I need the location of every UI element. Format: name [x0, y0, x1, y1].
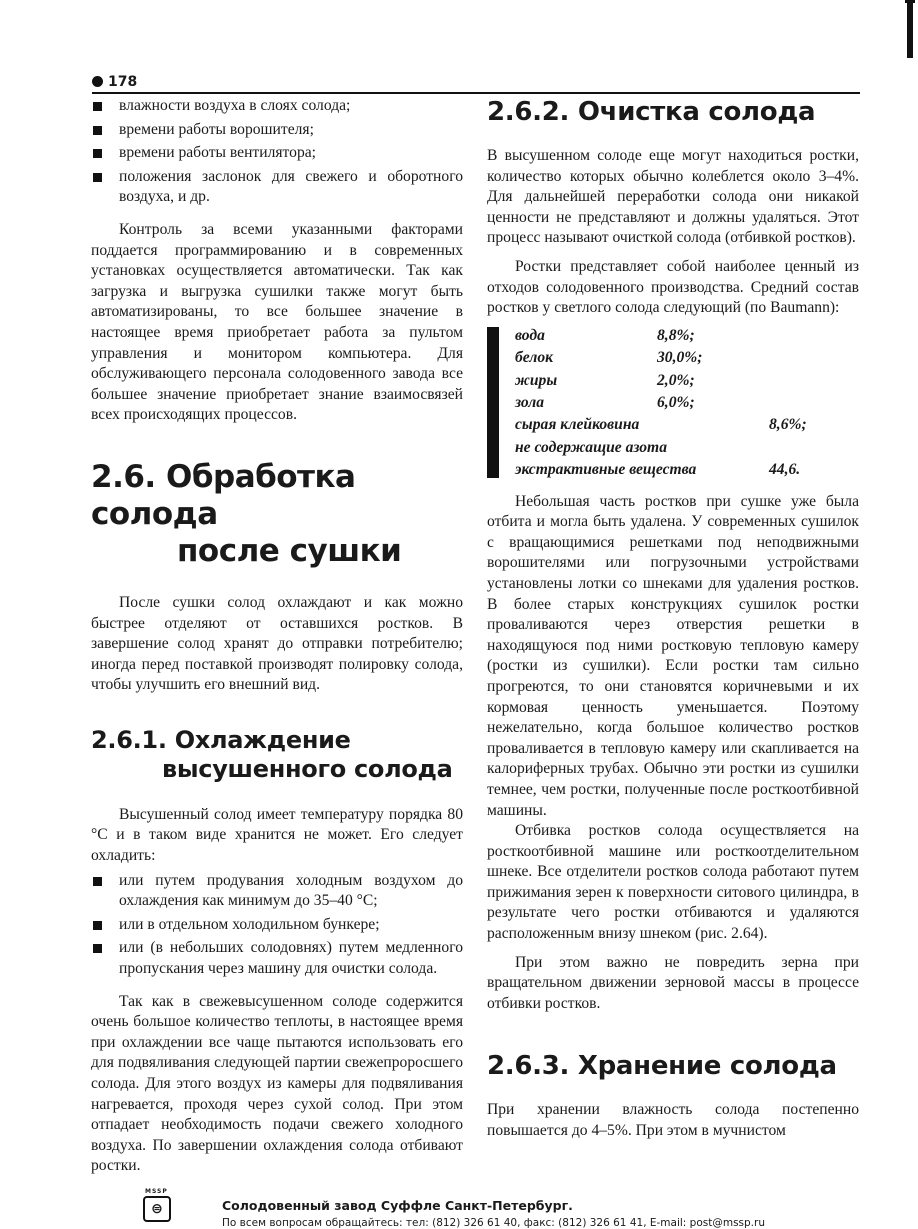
paragraph-small-part: Небольшая часть ростков при сушке уже была отбита и могла быть удалена. У современных сушилок с вращающимися решетками под неподвижными ворошителями или погрузочными устройствами установлены лотки со шнеками для удаления ростков. В более старых конструкциях сушилок ростки проваливаются через отверстия решетки в находящуюся под ними ростковую тепловую камеру (ростки из сушилки). Если ростки там сильно прогреются, то они становятся коричневыми и их кормовая ценность уменьшается. Поэтому нежелательно, когда большое количество ростков проваливается в тепловую камеру или скапливается на калориферных трубах. Обычно эти ростки из сушилки темнее, чем ростки, полученные после росткоотбивной машины. — [487, 492, 859, 819]
table-row: экстрактивные вещества 44,6. — [515, 461, 801, 479]
list-item: времени работы вентилятора; — [91, 143, 463, 164]
page-footer — [143, 1190, 903, 1228]
section-heading-2-6-2: 2.6.2. Очистка солода — [487, 97, 816, 127]
section-heading-2-6-3: 2.6.3. Хранение солода — [487, 1051, 837, 1082]
cooling-list — [91, 871, 463, 980]
list-item: времени работы ворошителя; — [91, 120, 463, 141]
paragraph-after-drying: После сушки солод охлаждают и как можно быстрее отделяют от оставшихся ростков. В завершение солод хранят до отправки потребителю; иногда перед поставкой производят полировку солода, чтобы улучшить его внешний вид. — [91, 593, 463, 694]
page-number: 178 — [92, 74, 137, 90]
composition-bar — [487, 327, 499, 478]
page-header — [92, 76, 860, 96]
page-edge-bar — [907, 0, 913, 58]
factor-list — [91, 96, 463, 208]
bullet-square-icon — [93, 944, 102, 953]
bullet-square-icon — [93, 921, 102, 930]
list-item: или (в небольших солодовнях) путем медленного пропускания через машину для очистки солода. — [91, 938, 463, 979]
paragraph-knocking: Отбивка ростков солода осуществляется на росткоотбивной машине или росткоотделительном шнеке. Все отделители ростков солода работают путем прижимания зерен к поверхности ситового цилиндра, в результате чего ростки отбиваются и удаляются расположенным внизу шнеком (рис. 2.64). — [487, 822, 859, 943]
table-row: белок 30,0%; — [515, 349, 703, 367]
list-item: положения заслонок для свежего и оборотного воздуха, и др. — [91, 167, 463, 208]
paragraph-dried-malt: Высушенный солод имеет температуру порядка 80 °С и в таком виде хранится не может. Его следует охладить: — [91, 805, 463, 865]
paragraph-storage: При хранении влажность солода постепенно повышается до 4–5%. При этом в мучнистом — [487, 1101, 859, 1140]
right-column — [487, 96, 859, 1142]
footer-contacts: По всем вопросам обращайтесь: тел: (812) 326 61 40, факс: (812) 326 61 41, E-mail: post@mssp.ru — [222, 1217, 765, 1229]
composition-table — [515, 325, 807, 482]
list-item: или путем продувания холодным воздухом до охлаждения как минимум до 35–40 °С; — [91, 871, 463, 912]
bullet-square-icon — [93, 149, 102, 158]
logo-caption: MSSP — [145, 1188, 168, 1195]
table-row: зола 6,0%; — [515, 393, 695, 411]
table-row: сырая клейковина 8,6%; — [515, 416, 807, 434]
sprout-composition — [487, 325, 859, 482]
bullet-square-icon — [93, 173, 102, 182]
list-item: или в отдельном холодильном бункере; — [91, 915, 463, 936]
paragraph-sprouts: В высушенном солоде еще могут находиться ростки, количество которых обычно колеблется около 3–4%. Для дальнейшей переработки солода они никакой ценности не представляют и должны удаляться. Этот процесс называют очисткой солода (отбивкой ростков). — [487, 147, 859, 247]
footer-company: Солодовенный завод Суффле Санкт-Петербург. — [222, 1198, 573, 1213]
bullet-square-icon — [93, 102, 102, 111]
list-item: влажности воздуха в слоях солода; — [91, 96, 463, 117]
table-row: жиры 2,0%; — [515, 371, 695, 389]
section-heading-2-6: 2.6. Обработка солода после сушки — [91, 458, 402, 569]
company-logo-icon: ⊜ — [143, 1196, 171, 1222]
left-column — [91, 96, 463, 1177]
header-rule — [92, 92, 860, 94]
paragraph-important: При этом важно не повредить зерна при вращательном движении зерновой массы в процессе отбивки ростков. — [487, 953, 859, 1012]
paragraph-control: Контроль за всеми указанными факторами поддается программированию и в современных установках осуществляется автоматически. Так как загрузка и выгрузка сушилки также могут быть автоматизированы, то все большее значение в настоящее время приобретает работа за пультом управления и монитором компьютера. Для обслуживающего персонала солодовенного завода все большее значение приобретает знание взаимосвязей всех происходящих процессов. — [91, 220, 463, 424]
bullet-square-icon — [93, 126, 102, 135]
bullet-square-icon — [93, 877, 102, 886]
table-row: вода 8,8%; — [515, 326, 695, 344]
section-heading-2-6-1: 2.6.1. Охлаждение высушенного солода — [91, 725, 453, 783]
paragraph-valuable: Ростки представляет собой наиболее ценный из отходов солодовенного производства. Средний состав ростков у светлого солода следующий (по Baumann): — [487, 257, 859, 317]
paragraph-fresh-malt: Так как в свежевысушенном солоде содержится очень большое количество теплоты, в настоящее время при охлаждении все чаще пытаются использовать его для подвяливания следующей партии свежепроросшего солода. Для этого воздух из камеры для подвяливания нагревается, проходя через сухой солод. При этом отпадает необходимость подачи свежего холодного воздуха. По завершении охлаждения солода отбивают ростки. — [91, 992, 463, 1175]
bullet-dot-icon — [92, 76, 103, 87]
table-row: не содержащие азота — [515, 438, 667, 456]
